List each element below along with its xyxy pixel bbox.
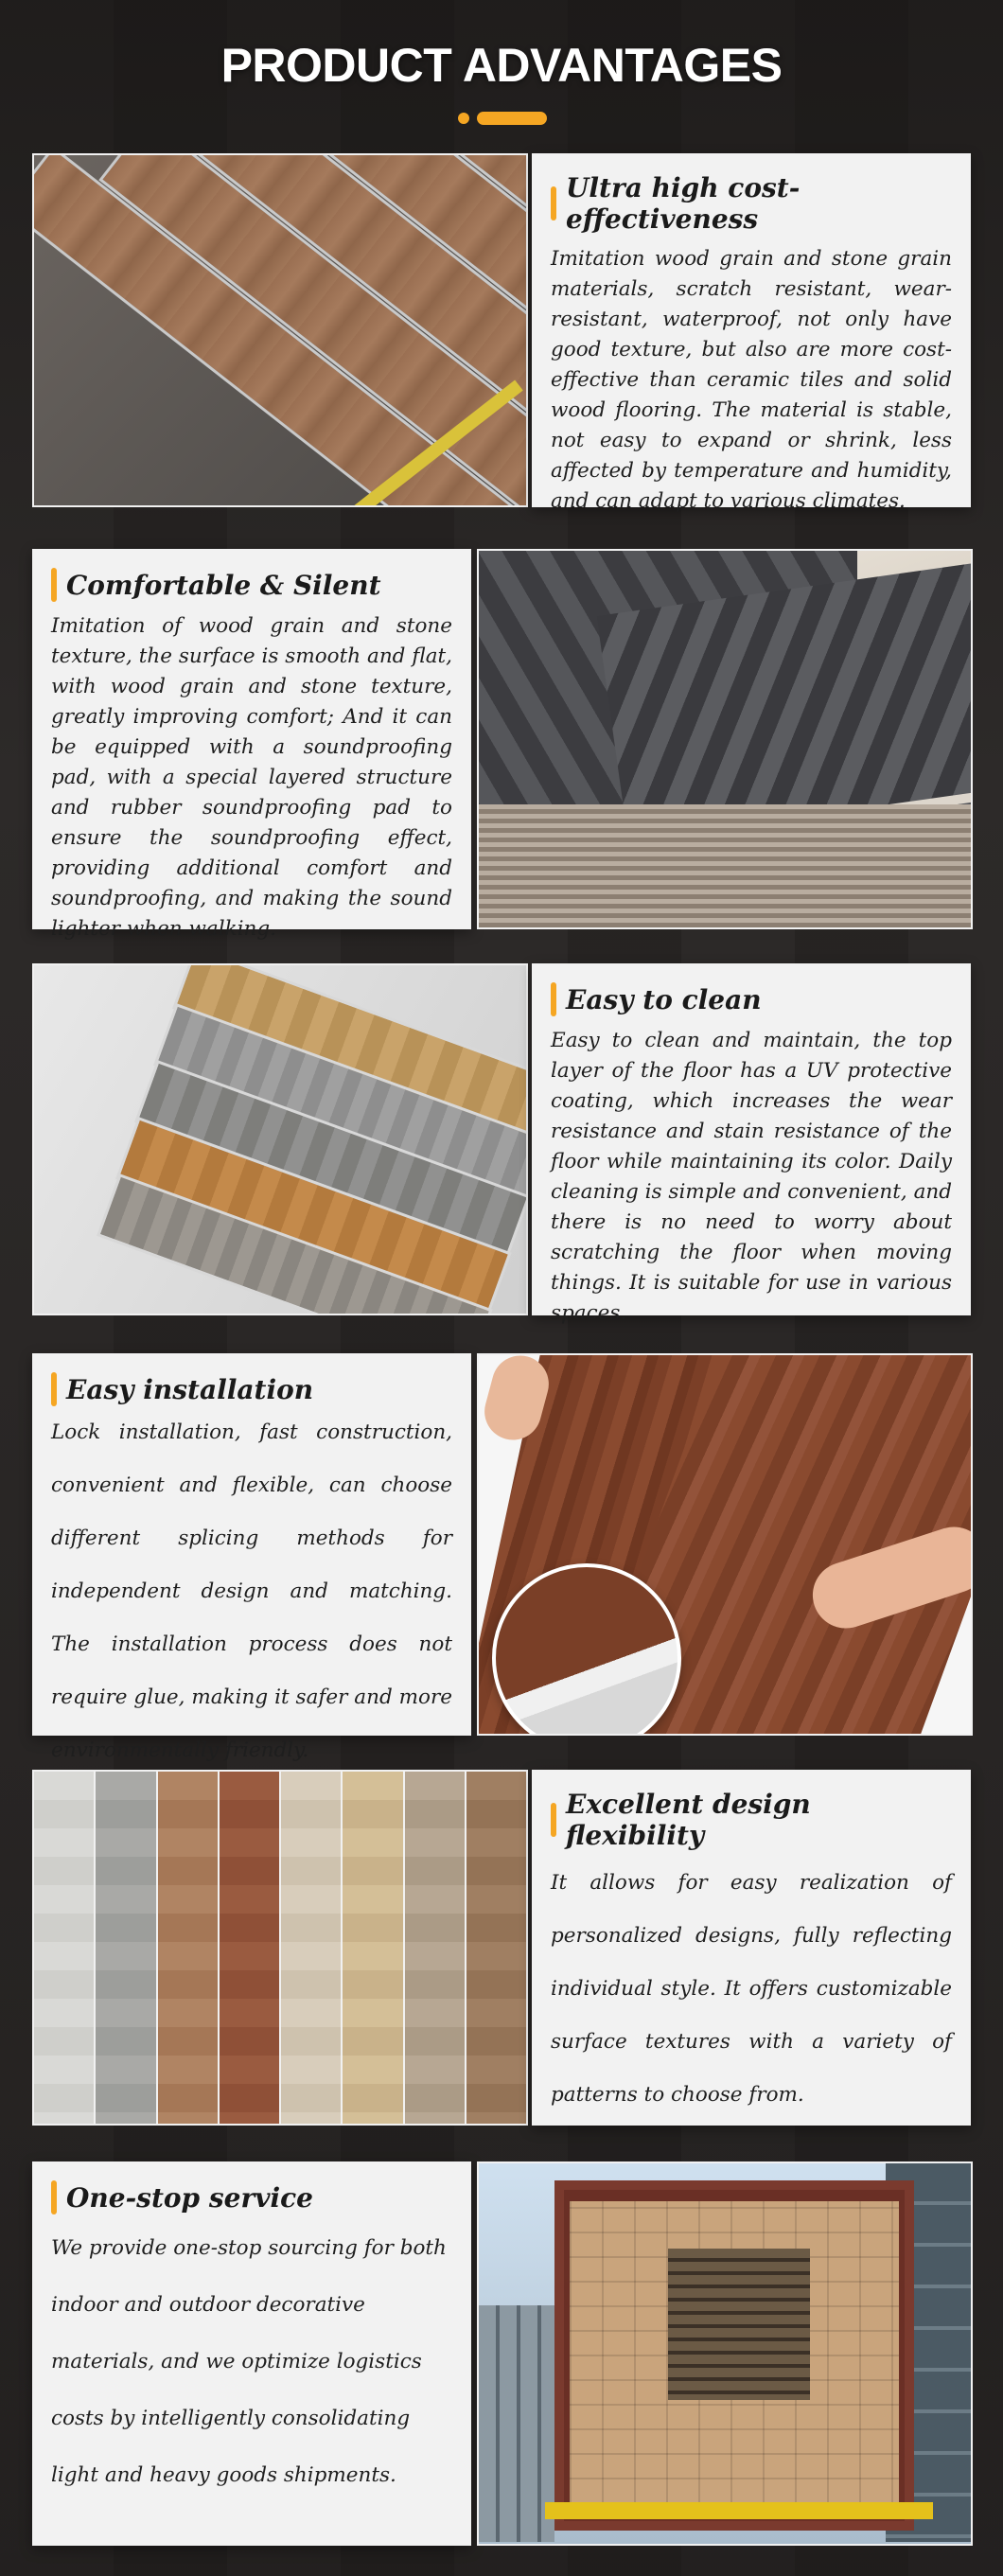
title-accent-bar — [477, 112, 547, 125]
wood-strip — [466, 1772, 526, 2124]
advantage-title-text: Excellent design flexibility — [566, 1789, 811, 1851]
page-title: PRODUCT ADVANTAGES — [220, 39, 783, 92]
advantage-easy-clean — [0, 963, 1003, 1325]
advantage-description: Lock installation, fast construction, convenient and flexible, can choose different splicing methods for independent design and matching. The installation process does not require glue, making it safer and more environmentally friendly. — [51, 1420, 452, 1762]
advantage-description: We provide one-stop sourcing for both indoor and outdoor decorative materials, and we optimize logistics costs by intelligently consolidating light and heavy goods shipments. — [51, 2236, 447, 2487]
wood-strip — [281, 1772, 343, 2124]
title-accent-bar — [51, 2180, 57, 2214]
advantage-title — [551, 172, 952, 235]
planks-stack-image — [32, 153, 528, 507]
advantage-card — [532, 153, 971, 513]
advantage-easy-installation — [0, 1353, 1003, 1762]
advantage-title-text: Comfortable & Silent — [66, 569, 381, 601]
installation-image — [477, 1353, 973, 1736]
title-accent-bar — [551, 1803, 556, 1837]
advantage-cost-effectiveness — [0, 153, 1003, 513]
advantage-title — [551, 982, 952, 1016]
title-accent-bar — [51, 568, 57, 602]
advantage-title — [51, 1372, 452, 1406]
advantage-description: Easy to clean and maintain, the top layer of the floor has a UV protective coating, which increases the wear resistance and stain resistance of the floor while maintaining its color. Daily cleaning is simple and convenient, and there is no need to worry about scratching the floor when moving things. It is suitable for use in various spaces. — [551, 1029, 952, 1325]
advantage-card — [32, 1353, 471, 1762]
wood-strip — [96, 1772, 157, 2124]
title-accent-dot — [458, 113, 469, 124]
advantage-description: Imitation wood grain and stone grain materials, scratch resistant, wear-resistant, waterproof, not only have good texture, but also are more cost-effective than ceramic tiles and solid wood flooring. The material is stable, not easy to expand or shrink, less affected by temperature and humidity, and can adapt to various climates. — [551, 247, 952, 513]
advantage-description: Imitation of wood grain and stone texture, the surface is smooth and flat, with wood grain and stone texture, greatly improving comfort; And it can be equipped with a soundproofing pad, with a special layered structure and rubber soundproofing pad to ensure the soundproofing effect, providing additional comfort and soundproofing, and making the sound lighter when walking. — [51, 614, 452, 941]
shipping-container-image — [477, 2161, 973, 2546]
wood-strip — [343, 1772, 404, 2124]
advantage-title — [51, 568, 452, 602]
advantage-comfortable-silent — [0, 549, 1003, 941]
advantage-title — [51, 2180, 452, 2214]
wet-floor-samples-image — [32, 963, 528, 1315]
advantage-design-flexibility — [0, 1770, 1003, 2126]
wood-strip — [158, 1772, 220, 2124]
advantage-card — [532, 963, 971, 1325]
advantage-description: It allows for easy realization of personalized designs, fully reflecting individual style. It offers customizable surface textures with a variety of patterns to choose from. — [551, 1871, 952, 2107]
wood-strip — [34, 1772, 96, 2124]
title-accent-bar — [51, 1372, 57, 1406]
advantage-title-text: One-stop service — [66, 2181, 313, 2214]
advantage-title-text: Easy to clean — [566, 983, 762, 1015]
title-accent-bar — [551, 186, 556, 221]
textured-panels-image — [477, 549, 973, 929]
advantage-card — [532, 1770, 971, 2126]
page-header — [0, 0, 1003, 142]
advantage-title-text: Ultra high cost-effectiveness — [566, 172, 801, 235]
title-accent-bar — [551, 982, 556, 1016]
advantage-card — [32, 2161, 471, 2546]
wood-strip — [405, 1772, 466, 2124]
advantage-card — [32, 549, 471, 941]
wood-strip — [220, 1772, 281, 2124]
wood-color-strips-image — [32, 1770, 528, 2126]
advantage-title-text: Easy installation — [66, 1373, 314, 1405]
advantage-one-stop-service — [0, 2161, 1003, 2546]
advantage-title — [551, 1789, 952, 1851]
